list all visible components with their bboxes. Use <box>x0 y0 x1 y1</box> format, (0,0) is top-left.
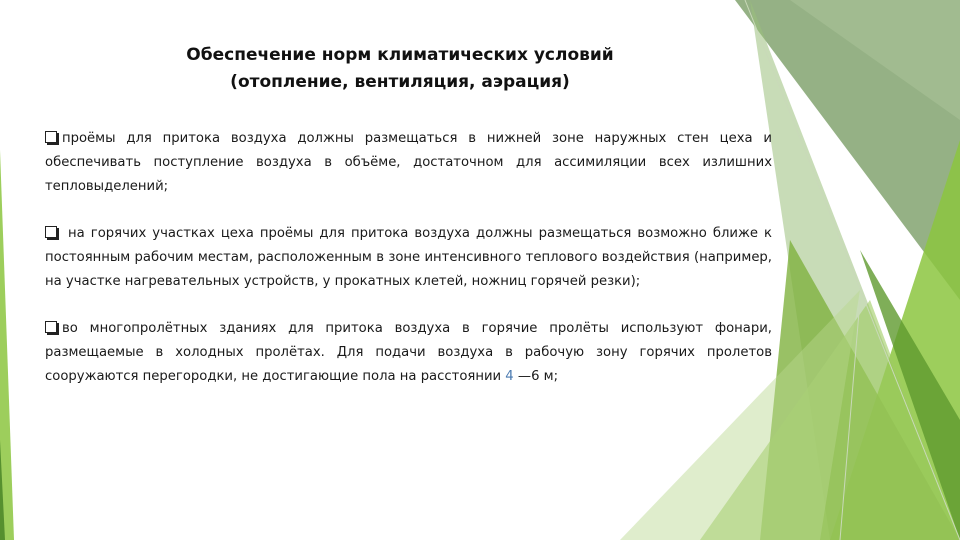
bullet-list <box>45 127 772 413</box>
checkbox-bullet-icon <box>45 131 57 143</box>
slide-title <box>100 42 700 96</box>
title-line-2: (отопление, вентиляция, аэрация) <box>230 72 570 92</box>
bullet-item-2 <box>45 222 772 293</box>
bullet-text-2: на горячих участках цеха проёмы для притока воздуха должны размещаться возможно ближе к постоянным рабочим местам, расположенным в зоне интенсивного теплового воздействия (например, на участке нагревательных устройств, у прокатных клетей, ножниц горячей резки); <box>45 226 772 289</box>
checkbox-bullet-icon <box>45 321 57 333</box>
bullet-item-3 <box>45 317 772 388</box>
bullet-item-1 <box>45 127 772 198</box>
bullet-text-1: проёмы для притока воздуха должны размещаться в нижней зоне наружных стен цеха и обеспечивать поступление воздуха в объёме, достаточном для ассимиляции всех излишних тепловыделений; <box>45 131 772 194</box>
distance-value: 4 <box>505 368 514 384</box>
bullet-text-3: во многопролётных зданиях для притока воздуха в горячие пролёты используют фонари, размещаемые в холодных пролётах. Для подачи воздуха в рабочую зону горячих пролетов сооружаются перегородки, не достигающие пола на расстоянии <box>45 321 772 384</box>
distance-tail: —6 м; <box>517 368 559 384</box>
deco-left-bright <box>0 150 14 540</box>
title-line-1: Обеспечение норм климатических условий <box>186 45 614 65</box>
checkbox-bullet-icon <box>45 226 57 238</box>
